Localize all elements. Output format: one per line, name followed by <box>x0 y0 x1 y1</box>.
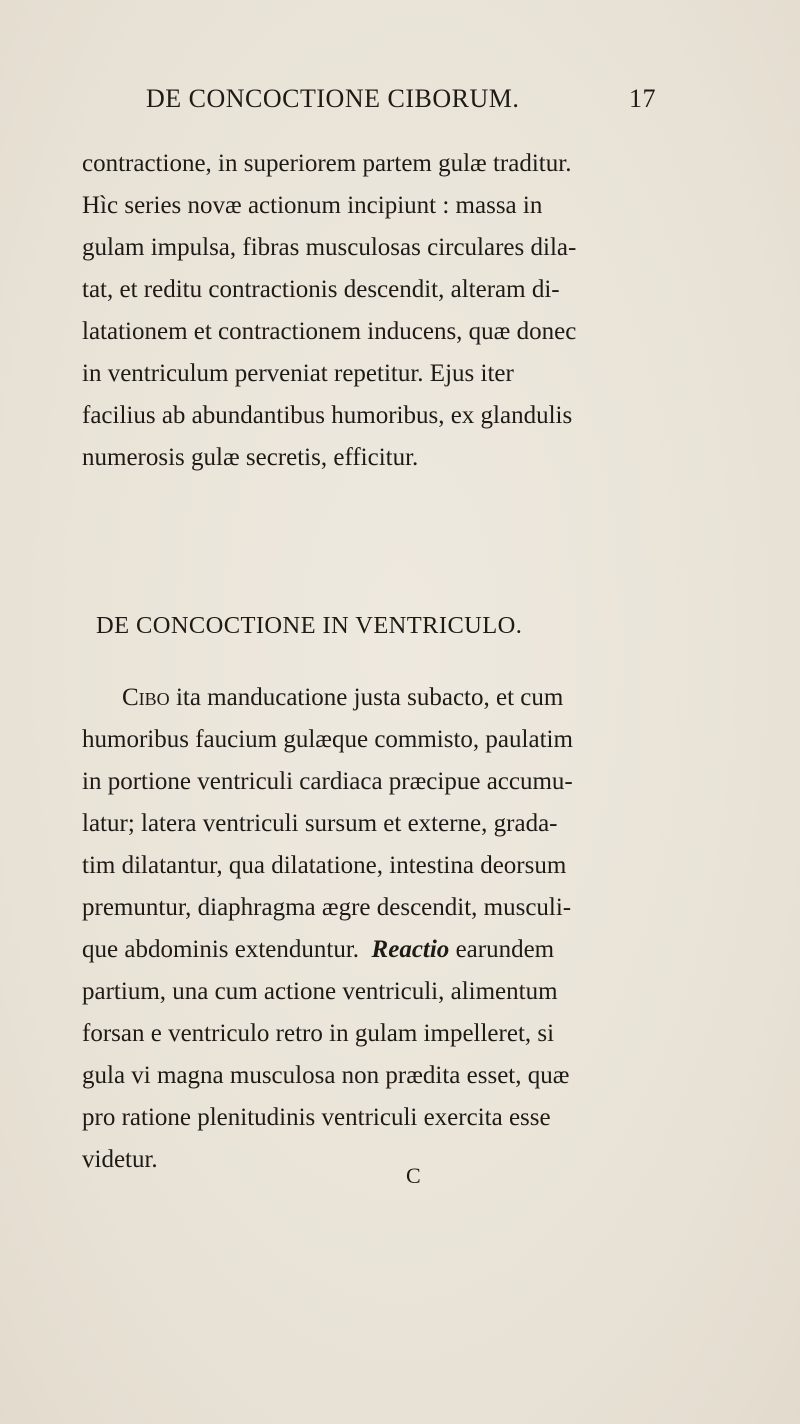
line-segment: earundem <box>455 936 555 963</box>
section-heading: DE CONCOCTIONE IN VENTRICULO. <box>96 612 523 639</box>
line-text: tat, et reditu contractionis descendit, alteram di- <box>82 276 560 303</box>
text-line <box>82 677 654 719</box>
line-text: Hìc series novæ actionum incipiunt : massa in <box>82 192 543 219</box>
text-line <box>82 1055 654 1097</box>
line-text: premuntur, diaphragma ægre descendit, musculi- <box>82 894 572 921</box>
line-text: tim dilatantur, qua dilatatione, intestina deorsum <box>82 852 567 879</box>
line-text <box>122 677 563 719</box>
page-number: 17 <box>629 84 656 113</box>
paragraph-2 <box>82 677 654 1181</box>
text-line <box>82 929 654 971</box>
text-line <box>82 1139 654 1181</box>
text-line <box>82 887 654 929</box>
signature-mark: C <box>406 1163 421 1188</box>
line-text: contractione, in superiorem partem gulæ traditur. <box>82 150 572 177</box>
line-text: videtur. <box>82 1146 158 1173</box>
line-text: in ventriculum perveniat repetitur. Ejus iter <box>82 360 514 387</box>
text-line <box>82 761 654 803</box>
text-line <box>82 185 654 227</box>
text-line <box>82 803 654 845</box>
running-head-title: DE CONCOCTIONE CIBORUM. <box>146 84 520 113</box>
line-text: facilius ab abundantibus humoribus, ex glandulis <box>82 402 573 429</box>
paragraph-1 <box>82 143 654 479</box>
line-text: partium, una cum actione ventriculi, alimentum <box>82 978 558 1005</box>
line-segment: que abdominis extenduntur. <box>82 936 360 963</box>
text-line <box>82 437 654 479</box>
initial-word: Cibo <box>122 684 170 711</box>
text-line <box>82 719 654 761</box>
line-text: latationem et contractionem inducens, quæ donec <box>82 318 577 345</box>
text-line <box>82 1097 654 1139</box>
text-line <box>82 395 654 437</box>
text-line <box>82 143 654 185</box>
line-text: latur; latera ventriculi sursum et externe, grada- <box>82 810 558 837</box>
line-text: gula vi magna musculosa non prædita esset, quæ <box>82 1062 570 1089</box>
text-line <box>82 1013 654 1055</box>
text-line <box>82 971 654 1013</box>
line-text-rest: ita manducatione justa subacto, et cum <box>175 684 564 711</box>
line-text: humoribus faucium gulæque commisto, paulatim <box>82 726 573 753</box>
text-line <box>82 353 654 395</box>
line-text <box>82 929 554 971</box>
line-text: pro ratione plenitudinis ventriculi exercita esse <box>82 1104 551 1131</box>
text-line <box>82 227 654 269</box>
text-line <box>82 269 654 311</box>
line-text: gulam impulsa, fibras musculosas circulares dila- <box>82 234 577 261</box>
running-head <box>146 84 656 124</box>
line-text: numerosis gulæ secretis, efficitur. <box>82 444 419 471</box>
text-line <box>82 311 654 353</box>
line-text: in portione ventriculi cardiaca præcipue accumu- <box>82 768 573 795</box>
line-text: forsan e ventriculo retro in gulam impelleret, si <box>82 1020 555 1047</box>
italic-term: Reactio <box>371 936 450 963</box>
text-line <box>82 845 654 887</box>
